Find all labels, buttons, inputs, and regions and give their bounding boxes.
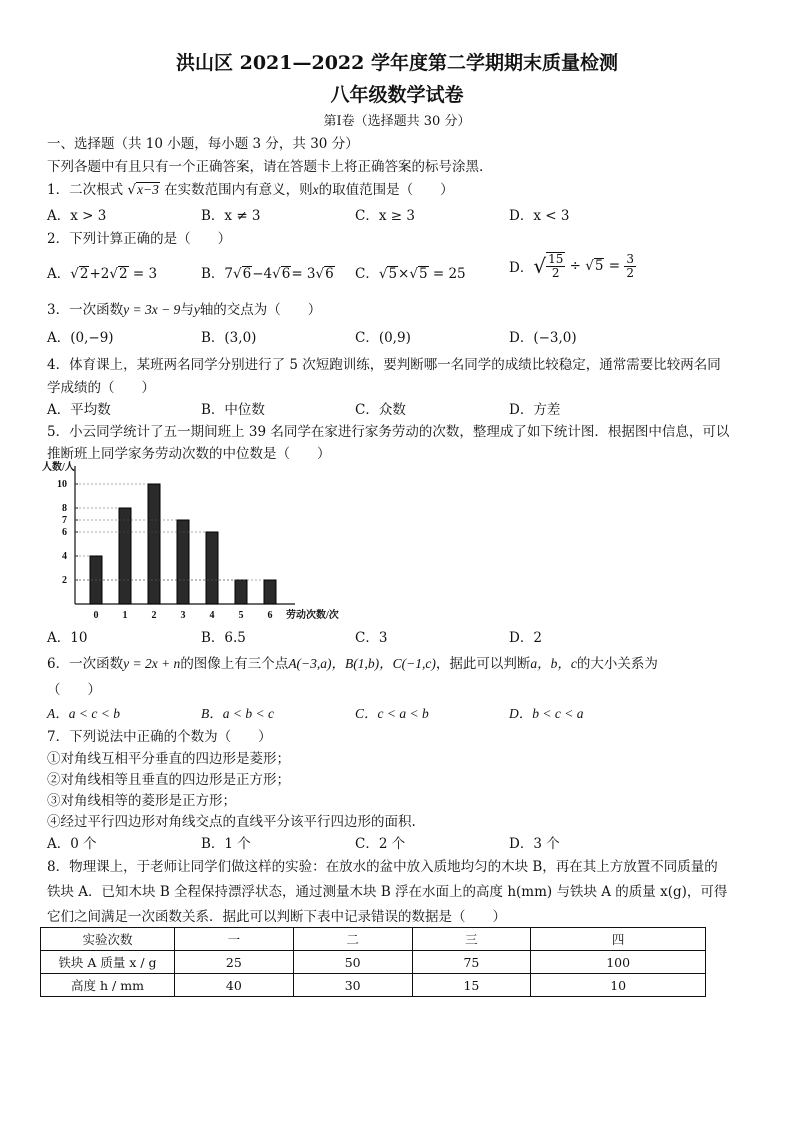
- paper-section-label: 第Ⅰ卷（选择题共 30 分）: [323, 114, 471, 129]
- q3-stem-end: 轴的交点为（ ）: [199, 302, 322, 318]
- q2-d-eq: =: [608, 258, 621, 275]
- bar: [235, 580, 247, 604]
- q6-mid: 的图像上有三个点: [180, 656, 289, 672]
- experiment-data-table: [40, 927, 706, 997]
- exam-title: 洪山区 2021—2022 学年度第二学期期末质量检测: [176, 52, 618, 74]
- question-8-line3: 它们之间满足一次函数关系．据此可以判断下表中记录错误的数据是（ ）: [47, 909, 506, 925]
- question-2-stem: 2．下列计算正确的是（ ）: [47, 231, 232, 247]
- q2-c-rad1: 5: [388, 266, 398, 282]
- q1-option-a: A．x > 3: [47, 208, 107, 224]
- q6-option-b: B．a < b < c: [201, 706, 274, 721]
- q1-radicand: x−3: [137, 182, 159, 197]
- table-cell: 25: [175, 951, 294, 974]
- y-tick-label: 2: [62, 575, 67, 586]
- q2-d-frac1: [546, 252, 565, 280]
- q1-radical: √x−3: [127, 182, 159, 198]
- table-header-cell: 实验次数: [41, 928, 175, 951]
- q1-stem-post: 在实数范围内有意义，则: [164, 182, 313, 198]
- question-5-line1: 5．小云同学统计了五一期间班上 39 名同学在家进行家务劳动的次数，整理成了如下统计图．根据图中信息，可以: [47, 424, 730, 440]
- y-tick-label: 7: [62, 515, 67, 526]
- table-cell: 15: [412, 974, 531, 997]
- q2-c-label: C．: [355, 266, 379, 282]
- q2-a-op: +2: [89, 266, 110, 282]
- table-header-cell: 二: [293, 928, 412, 951]
- q7-statement-3: ③对角线相等的菱形是正方形；: [47, 793, 236, 809]
- table-row: [41, 951, 706, 974]
- q6-pre: 6．一次函数: [47, 656, 124, 672]
- table-cell: 高度 h / mm: [41, 974, 175, 997]
- q6-post: ，据此可以判断: [435, 656, 531, 672]
- y-tick-label: 4: [62, 551, 67, 562]
- bar: [119, 508, 131, 604]
- table-header-cell: 三: [412, 928, 531, 951]
- q2-b-label: B．: [201, 266, 225, 282]
- q3-stem-mid: 与: [180, 302, 194, 318]
- q2-d-rad: 5: [594, 258, 604, 275]
- question-5-line2: 推断班上同学家务劳动次数的中位数是（ ）: [47, 446, 331, 462]
- q7-statement-4: ④经过平行四边形对角线交点的直线平分该平行四边形的面积.: [47, 814, 416, 830]
- x-tick-label: 0: [93, 610, 99, 621]
- question-6-line2: （ ）: [47, 682, 101, 698]
- q2-d-num: 15: [548, 252, 564, 266]
- x-tick-label: 4: [209, 610, 215, 621]
- y-axis-label: 人数/人: [42, 462, 75, 473]
- section-instruction: 下列各题中有且只有一个正确答案，请在答题卡上将正确答案的标号涂黑.: [47, 159, 484, 175]
- x-tick-label: 3: [180, 610, 186, 621]
- q2-a-label: A．: [47, 266, 71, 282]
- q7-option-b: B．1 个: [201, 836, 251, 852]
- exam-subtitle: 八年级数学试卷: [330, 84, 464, 106]
- q6-end: 的大小关系为: [576, 656, 658, 672]
- x-tick-label: 5: [238, 610, 244, 621]
- q2-d-label: D．: [509, 260, 534, 277]
- q1-option-d: D．x < 3: [509, 208, 570, 224]
- q7-option-d: D．3 个: [509, 836, 560, 852]
- q3-option-d: D．(−3,0): [509, 330, 577, 346]
- q2-d-rnum: 3: [626, 251, 635, 266]
- table-cell: 10: [531, 974, 706, 997]
- table-cell: 铁块 A 质量 x / g: [41, 951, 175, 974]
- q3-func: y = 3x − 9: [123, 302, 181, 317]
- q1-stem-pre: 1．二次根式: [47, 182, 124, 198]
- q2-d-op: ÷: [569, 258, 581, 275]
- table-header-cell: 四: [531, 928, 706, 951]
- bar: [206, 532, 218, 604]
- question-6-line1: [47, 652, 658, 672]
- y-tick-label: 6: [62, 527, 67, 538]
- q2-b-rad2: 6: [281, 266, 291, 282]
- q2-option-a: A．√2+2√2 = 3: [47, 266, 158, 282]
- x-tick-label: 6: [267, 610, 273, 621]
- question-8-line1: 8．物理课上，于老师让同学们做这样的实验：在放水的盆中放入质地均匀的木块 B，再在其上方放置不同质量的: [47, 859, 718, 875]
- q2-b-c2: −4: [252, 266, 273, 282]
- q1-option-c: C．x ≥ 3: [355, 208, 415, 224]
- q2-a-eq: = 3: [132, 266, 158, 282]
- table-cell: 100: [531, 951, 706, 974]
- question-8-line2: 铁块 A．已知木块 B 全程保持漂浮状态，通过测量木块 B 浮在水面上的高度 h(mm) 与铁块 A 的质量 x(g)，可得: [47, 884, 728, 900]
- table-cell: 75: [412, 951, 531, 974]
- q2-b-c1: 7: [224, 266, 234, 282]
- q3-var: y: [193, 302, 200, 317]
- q2-option-b: B．7√6−4√6= 3√6: [201, 266, 334, 282]
- q2-b-rad1: 6: [242, 266, 252, 282]
- q4-option-c: C．众数: [355, 402, 406, 418]
- q6-option-a: A．a < c < b: [47, 706, 120, 721]
- table-cell: 40: [175, 974, 294, 997]
- q2-d-radical-sign: √: [533, 254, 547, 279]
- q4-option-a: A．平均数: [47, 402, 111, 418]
- q6-option-d: D．b < c < a: [509, 706, 584, 721]
- q7-option-a: A．0 个: [47, 836, 97, 852]
- bar: [264, 580, 276, 604]
- q2-a-rad2: 2: [118, 266, 128, 282]
- q5-option-d: D．2: [509, 630, 542, 646]
- q5-option-c: C．3: [355, 630, 388, 646]
- table-header-row: [41, 928, 706, 951]
- q3-option-c: C．(0,9): [355, 330, 411, 346]
- q3-stem-pre: 3．一次函数: [47, 302, 124, 318]
- q7-statement-2: ②对角线相等且垂直的四边形是正方形；: [47, 772, 290, 788]
- q2-d-rden: 2: [626, 265, 635, 280]
- labor-count-bar-chart: [40, 458, 370, 623]
- q2-d-radical2: √5: [585, 258, 604, 275]
- q1-option-b: B．x ≠ 3: [201, 208, 261, 224]
- q7-statement-1: ①对角线互相平分垂直的四边形是菱形；: [47, 751, 290, 767]
- q2-option-d: [509, 252, 636, 280]
- q6-points: A(−3,a)，B(1,b)，C(−1,c): [288, 656, 436, 671]
- question-4-line1: 4．体育课上，某班两名同学分别进行了 5 次短跑训练，要判断哪一名同学的成绩比较稳定，通常需要比较两名同: [47, 357, 721, 373]
- q3-option-a: A．(0,−9): [47, 330, 114, 346]
- q4-option-d: D．方差: [509, 402, 561, 418]
- q2-d-frac2: [624, 253, 636, 280]
- q6-option-c: C．c < a < b: [355, 706, 429, 721]
- x-tick-label: 2: [151, 610, 157, 621]
- q2-c-eq: = 25: [432, 266, 466, 282]
- q6-vars: a，b，c: [530, 656, 577, 671]
- section-heading: 一、选择题（共 10 小题，每小题 3 分，共 30 分）: [47, 136, 359, 152]
- y-tick-label: 8: [62, 503, 67, 514]
- bar: [148, 484, 160, 604]
- q1-stem-end: 的取值范围是（ ）: [318, 182, 454, 198]
- x-axis-label: 劳动次数/次: [286, 610, 339, 621]
- q4-option-b: B．中位数: [201, 402, 265, 418]
- q5-option-a: A．10: [47, 630, 88, 646]
- q2-c-op: ×: [398, 266, 410, 282]
- q2-c-rad2: 5: [418, 266, 428, 282]
- q2-d-den: 2: [551, 266, 560, 281]
- table-header-cell: 一: [175, 928, 294, 951]
- q7-option-c: C．2 个: [355, 836, 406, 852]
- question-7-stem: 7．下列说法中正确的个数为（ ）: [47, 729, 272, 745]
- q5-option-b: B．6.5: [201, 630, 246, 646]
- x-tick-label: 1: [122, 610, 128, 621]
- q2-b-eq: = 3: [291, 266, 316, 282]
- q1-var: x: [312, 182, 319, 197]
- bar: [177, 520, 189, 604]
- table-cell: 50: [293, 951, 412, 974]
- question-1-stem: [47, 178, 454, 198]
- q6-func: y = 2x + n: [123, 656, 181, 671]
- q3-option-b: B．(3,0): [201, 330, 257, 346]
- question-4-line2: 学成绩的（ ）: [47, 380, 155, 396]
- q2-b-rad3: 6: [325, 266, 334, 282]
- q2-a-rad1: 2: [79, 266, 89, 282]
- question-3-stem: [47, 298, 321, 318]
- table-cell: 30: [293, 974, 412, 997]
- y-tick-label: 10: [57, 479, 67, 490]
- q2-option-c: C．√5×√5 = 25: [355, 266, 466, 282]
- table-row: [41, 974, 706, 997]
